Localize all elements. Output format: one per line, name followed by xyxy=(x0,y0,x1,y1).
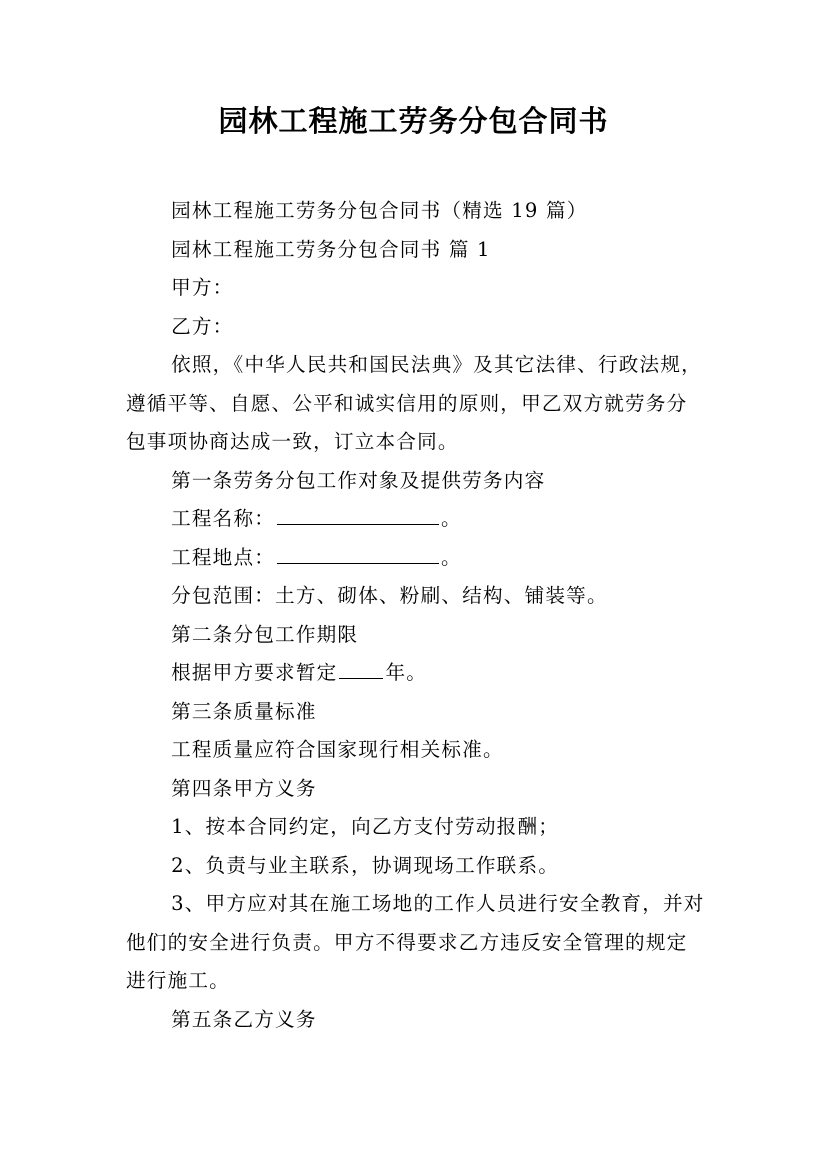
project-location-label: 工程地点： xyxy=(171,545,276,569)
project-location-line xyxy=(126,539,706,578)
project-name-blank xyxy=(277,505,439,525)
term-end: 年。 xyxy=(385,661,428,684)
article-2-heading: 第二条分包工作期限 xyxy=(171,622,359,646)
term-line xyxy=(126,654,706,693)
project-name-label: 工程名称： xyxy=(171,507,276,530)
preamble-paragraph: 依照，《中华人民共和国民法典》及其它法律、行政法规，遵循平等、自愿、公平和诚实信用的原则，甲乙双方就劳务分包事项协商达成一致，订立本合同。 xyxy=(126,353,702,453)
section-heading: 园林工程施工劳务分包合同书 篇 1 xyxy=(171,237,491,261)
project-location-blank xyxy=(277,544,439,564)
project-location-end: 。 xyxy=(441,545,462,569)
article-5-heading: 第五条乙方义务 xyxy=(171,1007,317,1031)
term-label: 根据甲方要求暂定 xyxy=(171,661,338,684)
subtitle-line: 园林工程施工劳务分包合同书（精选 19 篇） xyxy=(171,199,588,222)
article-3-heading: 第三条质量标准 xyxy=(171,699,317,723)
party-a-line: 甲方： xyxy=(171,276,234,299)
scope-line: 分包范围：土方、砌体、粉刷、结构、铺装等。 xyxy=(171,584,608,607)
party-b-line: 乙方： xyxy=(171,314,234,338)
article-1-heading: 第一条劳务分包工作对象及提供劳务内容 xyxy=(171,468,546,492)
article-4-heading: 第四条甲方义务 xyxy=(171,776,317,800)
document-body xyxy=(126,192,706,1039)
term-blank xyxy=(339,659,383,679)
document-title: 园林工程施工劳务分包合同书 xyxy=(218,104,609,138)
party-a-duty-1: 1、按本合同约定，向乙方支付劳动报酬； xyxy=(171,815,560,838)
party-a-duty-3: 3、甲方应对其在施工场地的工作人员进行安全教育，并对他们的安全进行负责。甲方不得要求乙方违反安全管理的规定进行施工。 xyxy=(126,892,705,992)
party-a-duty-2: 2、负责与业主联系，协调现场工作联系。 xyxy=(171,853,560,877)
project-name-line xyxy=(126,500,706,539)
project-name-end: 。 xyxy=(441,507,462,530)
quality-line: 工程质量应符合国家现行相关标准。 xyxy=(171,738,504,761)
